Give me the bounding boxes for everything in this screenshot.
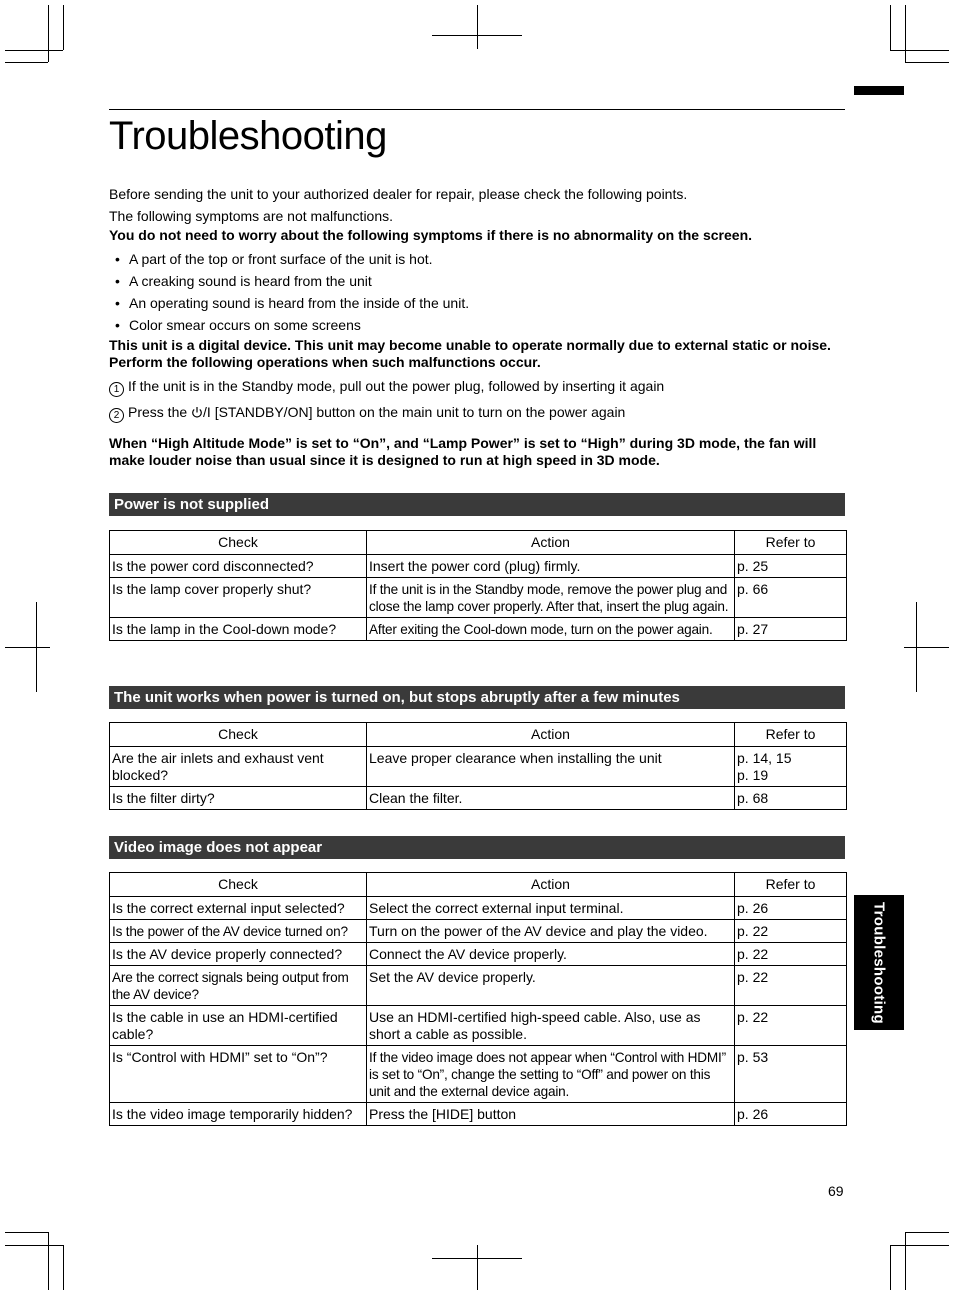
altitude-notice-2: make louder noise than usual since it is designed to run at high speed in 3D mode.	[109, 452, 660, 468]
check-cell: Is the filter dirty?	[110, 787, 367, 810]
page-number: 69	[828, 1183, 844, 1199]
list-item: • Color smear occurs on some screens	[115, 317, 361, 333]
section-heading-stops-abruptly: The unit works when power is turned on, but stops abruptly after a few minutes	[109, 686, 845, 709]
action-cell: After exiting the Cool-down mode, turn on the power again.	[367, 618, 735, 641]
header-action: Action	[367, 723, 735, 747]
refer-cell: p. 25	[735, 555, 847, 578]
intro-line-2: The following symptoms are not malfunctions.	[109, 208, 394, 224]
section-heading-power: Power is not supplied	[109, 493, 845, 516]
header-refer: Refer to	[735, 531, 847, 555]
list-item: • An operating sound is heard from the inside of the unit.	[115, 295, 470, 311]
list-item: • A part of the top or front surface of the unit is hot.	[115, 251, 433, 267]
refer-cell: p. 22	[735, 943, 847, 966]
table-row	[110, 1046, 847, 1103]
header-check: Check	[110, 873, 367, 897]
bullet-icon: •	[115, 251, 120, 267]
circled-number-icon: 2	[109, 408, 124, 423]
refer-cell: p. 14, 15 p. 19	[735, 747, 847, 787]
table-row	[110, 578, 847, 618]
action-cell: Clean the filter.	[367, 787, 735, 810]
table-row	[110, 1103, 847, 1126]
action-cell: Insert the power cord (plug) firmly.	[367, 555, 735, 578]
refer-cell: p. 27	[735, 618, 847, 641]
refer-cell: p. 68	[735, 787, 847, 810]
action-cell: If the unit is in the Standby mode, remove the power plug and close the lamp cover properly. After that, insert the plug again.	[367, 578, 735, 618]
action-cell: Press the [HIDE] button	[367, 1103, 735, 1126]
header-check: Check	[110, 531, 367, 555]
video-table	[109, 872, 847, 1126]
refer-cell: p. 26	[735, 1103, 847, 1126]
refer-cell: p. 22	[735, 966, 847, 1006]
table-row	[110, 943, 847, 966]
check-cell: Is the power cord disconnected?	[110, 555, 367, 578]
header-tab-marker	[854, 86, 904, 95]
table-row	[110, 618, 847, 641]
table-row	[110, 897, 847, 920]
step-2: 2 Press the /I [STANDBY/ON] button on the main unit to turn on the power again	[109, 404, 625, 423]
table-header-row	[110, 873, 847, 897]
header-refer: Refer to	[735, 873, 847, 897]
digital-device-notice-2: Perform the following operations when such malfunctions occur.	[109, 354, 541, 370]
table-row	[110, 966, 847, 1006]
table-row	[110, 555, 847, 578]
check-cell: Is the cable in use an HDMI-certified cable?	[110, 1006, 367, 1046]
bullet-icon: •	[115, 317, 120, 333]
check-cell: Are the correct signals being output from the AV device?	[110, 966, 367, 1006]
table-header-row	[110, 723, 847, 747]
step-1: 1 If the unit is in the Standby mode, pull out the power plug, followed by inserting it again	[109, 378, 664, 397]
title-rule	[109, 109, 845, 110]
stops-abruptly-table	[109, 722, 847, 810]
check-cell: Is the lamp cover properly shut?	[110, 578, 367, 618]
refer-cell: p. 66	[735, 578, 847, 618]
bullet-icon: •	[115, 295, 120, 311]
action-cell: Use an HDMI-certified high-speed cable. Also, use as short a cable as possible.	[367, 1006, 735, 1046]
power-table	[109, 530, 847, 641]
check-cell: Are the air inlets and exhaust vent blocked?	[110, 747, 367, 787]
table-row	[110, 787, 847, 810]
bullet-icon: •	[115, 273, 120, 289]
check-cell: Is the correct external input selected?	[110, 897, 367, 920]
table-header-row	[110, 531, 847, 555]
check-cell: Is the power of the AV device turned on?	[110, 920, 367, 943]
refer-cell: p. 22	[735, 920, 847, 943]
power-standby-icon	[191, 406, 203, 423]
digital-device-notice-1: This unit is a digital device. This unit may become unable to operate normally due to external static or noise.	[109, 337, 831, 353]
page-title: Troubleshooting	[109, 114, 387, 158]
altitude-notice-1: When “High Altitude Mode” is set to “On”, and “Lamp Power” is set to “High” during 3D mode, the fan will	[109, 435, 817, 451]
action-cell: Select the correct external input terminal.	[367, 897, 735, 920]
action-cell: Connect the AV device properly.	[367, 943, 735, 966]
check-cell: Is the video image temporarily hidden?	[110, 1103, 367, 1126]
table-row	[110, 747, 847, 787]
action-cell: Leave proper clearance when installing the unit	[367, 747, 735, 787]
action-cell: Turn on the power of the AV device and play the video.	[367, 920, 735, 943]
action-cell: Set the AV device properly.	[367, 966, 735, 1006]
check-cell: Is “Control with HDMI” set to “On”?	[110, 1046, 367, 1103]
intro-line-1: Before sending the unit to your authorized dealer for repair, please check the following points.	[109, 186, 688, 202]
header-refer: Refer to	[735, 723, 847, 747]
section-heading-video: Video image does not appear	[109, 836, 845, 859]
side-section-tab	[854, 895, 904, 1030]
side-tab-label: Troubleshooting	[870, 901, 888, 1024]
refer-cell: p. 22	[735, 1006, 847, 1046]
refer-cell: p. 26	[735, 897, 847, 920]
action-cell: If the video image does not appear when “Control with HDMI” is set to “On”, change the setting to “Off” and power on this unit and the external device again.	[367, 1046, 735, 1103]
check-cell: Is the lamp in the Cool-down mode?	[110, 618, 367, 641]
table-row	[110, 920, 847, 943]
check-cell: Is the AV device properly connected?	[110, 943, 367, 966]
circled-number-icon: 1	[109, 382, 124, 397]
intro-bold-notice: You do not need to worry about the following symptoms if there is no abnormality on the screen.	[109, 227, 753, 243]
header-action: Action	[367, 531, 735, 555]
list-item: • A creaking sound is heard from the unit	[115, 273, 372, 289]
table-row	[110, 1006, 847, 1046]
header-check: Check	[110, 723, 367, 747]
refer-cell: p. 53	[735, 1046, 847, 1103]
header-action: Action	[367, 873, 735, 897]
